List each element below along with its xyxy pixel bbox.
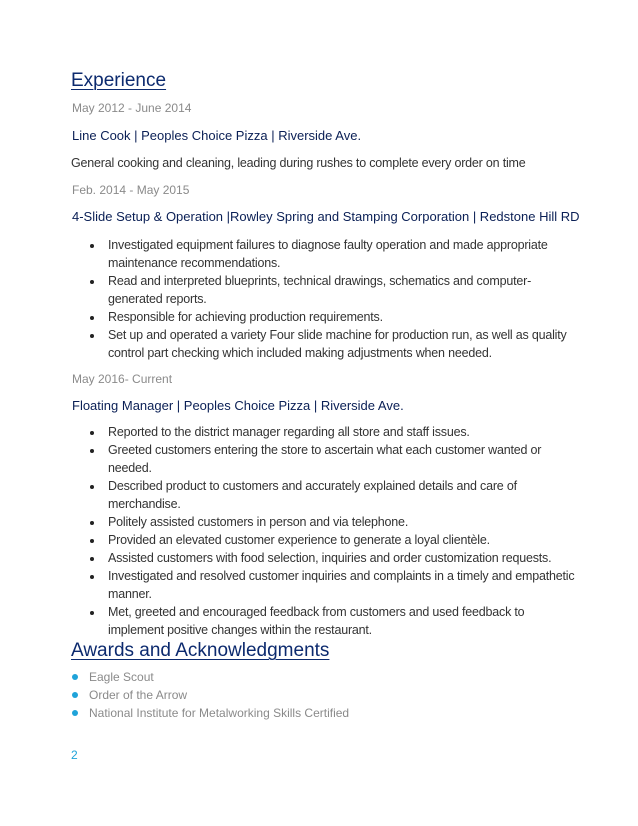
list-item xyxy=(90,603,580,639)
bullet-text: Investigated equipment failures to diagnose faulty operation and made appropriate maintenance recommendations. xyxy=(108,238,548,270)
list-item xyxy=(72,686,552,704)
bullet-text: Greeted customers entering the store to ascertain what each customer wanted or needed. xyxy=(108,443,542,475)
bullet-icon xyxy=(90,485,94,489)
job-2-dates: Feb. 2014 - May 2015 xyxy=(72,183,190,197)
bullet-icon xyxy=(90,557,94,561)
bullet-icon xyxy=(90,575,94,579)
bullet-icon xyxy=(90,280,94,284)
experience-heading: Experience xyxy=(71,70,167,91)
list-item xyxy=(90,513,580,531)
bullet-text: Described product to customers and accurately explained details and care of merchandise. xyxy=(108,479,517,511)
list-item xyxy=(90,236,580,272)
bullet-text: Reported to the district manager regarding all store and staff issues. xyxy=(108,425,470,439)
bullet-text: Investigated and resolved customer inquiries and complaints in a timely and empathetic manner. xyxy=(108,569,575,601)
bullet-text: Responsible for achieving production requirements. xyxy=(108,310,383,324)
bullet-text: Set up and operated a variety Four slide machine for production run, as well as quality control part checking which included making adjustments when needed. xyxy=(108,328,567,360)
list-item xyxy=(90,549,580,567)
awards-heading: Awards and Acknowledgments xyxy=(71,640,330,661)
bullet-text: Assisted customers with food selection, inquiries and order customization requests. xyxy=(108,551,552,565)
job-1-title: Line Cook | Peoples Choice Pizza | Riverside Ave. xyxy=(72,128,362,143)
bullet-icon xyxy=(90,521,94,525)
job-2-title: 4-Slide Setup & Operation |Rowley Spring and Stamping Corporation | Redstone Hill RD xyxy=(72,209,580,224)
page-number: 2 xyxy=(71,748,78,762)
list-item xyxy=(90,326,580,362)
bullet-text: Read and interpreted blueprints, technical drawings, schematics and computer-generated reports. xyxy=(108,274,532,306)
list-item xyxy=(90,477,580,513)
bullet-icon xyxy=(90,449,94,453)
bullet-text: Politely assisted customers in person and via telephone. xyxy=(108,515,409,529)
bullet-icon xyxy=(90,431,94,435)
job-3-title: Floating Manager | Peoples Choice Pizza | Riverside Ave. xyxy=(72,398,404,413)
bullet-icon xyxy=(72,692,78,698)
bullet-icon xyxy=(90,611,94,615)
list-item xyxy=(90,272,580,308)
list-item xyxy=(90,423,580,441)
bullet-icon xyxy=(90,244,94,248)
list-item xyxy=(90,531,580,549)
bullet-text: Provided an elevated customer experience to generate a loyal clientèle. xyxy=(108,533,490,547)
list-item xyxy=(90,567,580,603)
bullet-icon xyxy=(72,674,78,680)
job-1-summary: General cooking and cleaning, leading during rushes to complete every order on time xyxy=(71,156,526,170)
job-2-bullet-list xyxy=(90,236,580,362)
job-3-bullet-list xyxy=(90,423,580,639)
list-item xyxy=(90,308,580,326)
bullet-icon xyxy=(90,539,94,543)
list-item xyxy=(72,668,552,686)
awards-list xyxy=(72,668,552,722)
bullet-icon xyxy=(90,316,94,320)
job-1-dates: May 2012 - June 2014 xyxy=(72,101,192,115)
list-item xyxy=(72,704,552,722)
bullet-icon xyxy=(90,334,94,338)
list-item xyxy=(90,441,580,477)
award-text: Eagle Scout xyxy=(89,670,154,684)
award-text: National Institute for Metalworking Skills Certified xyxy=(89,706,350,720)
award-text: Order of the Arrow xyxy=(89,688,188,702)
bullet-text: Met, greeted and encouraged feedback from customers and used feedback to implement positive changes within the restaurant. xyxy=(108,605,525,637)
job-3-dates: May 2016- Current xyxy=(72,372,173,386)
bullet-icon xyxy=(72,710,78,716)
